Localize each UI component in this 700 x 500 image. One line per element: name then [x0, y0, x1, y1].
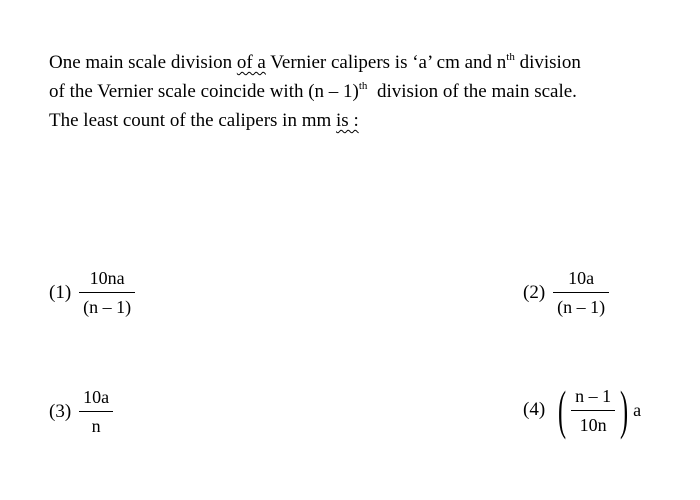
fraction-denominator: (n – 1)	[83, 297, 132, 317]
superscript-th: th	[358, 80, 368, 92]
fraction	[571, 386, 615, 435]
question-text-segment: division	[519, 52, 581, 73]
option-4[interactable]	[523, 380, 642, 440]
open-parenthesis: (	[558, 380, 567, 440]
option-label: (4)	[523, 399, 546, 420]
superscript-th: th	[506, 51, 515, 63]
fraction-numerator: 10na	[89, 268, 125, 288]
math-expression: (n – 1)	[308, 81, 359, 102]
question-line-2	[49, 77, 669, 106]
option-1[interactable]	[49, 268, 135, 317]
spellcheck-underlined-text: is :	[336, 110, 359, 131]
spellcheck-underlined-text: of a	[236, 52, 266, 73]
close-parenthesis: )	[620, 380, 629, 440]
question-text	[49, 48, 669, 135]
fraction-numerator: 10a	[83, 387, 110, 407]
option-label: (2)	[523, 281, 546, 303]
multiplier-a: a	[633, 399, 642, 420]
question-text-segment: of the Vernier scale coincide with	[49, 81, 304, 102]
option-label: (1)	[49, 281, 72, 303]
question-text-segment: One main scale division	[49, 52, 233, 73]
fraction-numerator: 10a	[568, 268, 595, 288]
fraction-denominator: (n – 1)	[557, 297, 606, 317]
question-line-3	[49, 106, 669, 135]
fraction	[553, 268, 609, 317]
question-line-1	[49, 48, 669, 77]
fraction-numerator: n – 1	[575, 385, 612, 406]
question-text-segment: Vernier calipers is ‘a’ cm and n	[270, 52, 507, 73]
option-3[interactable]	[49, 387, 113, 436]
fraction	[79, 268, 135, 317]
question-text-segment: division of the main scale.	[376, 81, 577, 102]
option-2[interactable]	[523, 268, 609, 317]
question-text-segment: The least count of the calipers in mm	[49, 110, 332, 131]
fraction	[79, 387, 113, 436]
fraction-denominator: n	[91, 416, 101, 436]
option-label: (3)	[49, 400, 72, 422]
fraction-denominator: 10n	[579, 414, 607, 435]
